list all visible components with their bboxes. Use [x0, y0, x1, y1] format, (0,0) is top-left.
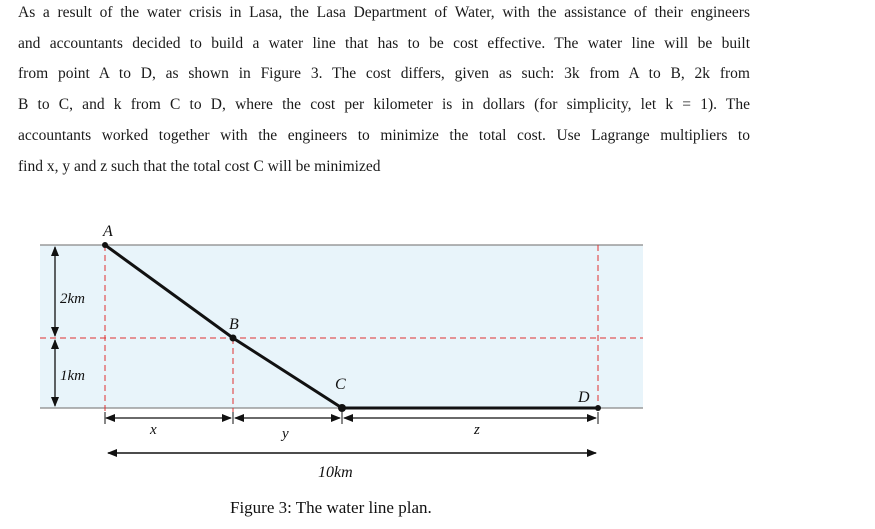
- point-c-dot: [338, 404, 346, 412]
- problem-line-4: B to C, and k from C to D, where the cost per kilometer is in dollars (for simplicity, let k = 1). The: [18, 96, 750, 113]
- point-b-dot: [230, 335, 237, 342]
- problem-line-3: from point A to D, as shown in Figure 3. The cost differs, given as such: 3k from A to B, 2k from: [18, 65, 750, 82]
- label-2km: 2km: [60, 291, 85, 307]
- label-segment-y: y: [282, 426, 289, 442]
- label-segment-z: z: [474, 422, 480, 438]
- label-point-c: C: [335, 376, 346, 393]
- problem-line-1: As a result of the water crisis in Lasa, the Lasa Department of Water, with the assistance of their engineers: [18, 4, 750, 21]
- problem-line-5: accountants worked together with the engineers to minimize the total cost. Use Lagrange multipliers to: [18, 127, 750, 144]
- problem-line-6: find x, y and z such that the total cost C will be minimized: [18, 158, 381, 175]
- point-d-dot: [595, 405, 601, 411]
- label-segment-x: x: [150, 422, 157, 438]
- label-point-b: B: [229, 316, 239, 333]
- point-a-dot: [102, 242, 108, 248]
- label-total-distance: 10km: [318, 464, 353, 481]
- problem-line-2: and accountants decided to build a water line that has to be cost effective. The water line will be built: [18, 35, 750, 52]
- label-point-d: D: [578, 389, 590, 406]
- label-1km: 1km: [60, 368, 85, 384]
- label-point-a: A: [103, 223, 113, 240]
- figure-caption: Figure 3: The water line plan.: [230, 498, 432, 517]
